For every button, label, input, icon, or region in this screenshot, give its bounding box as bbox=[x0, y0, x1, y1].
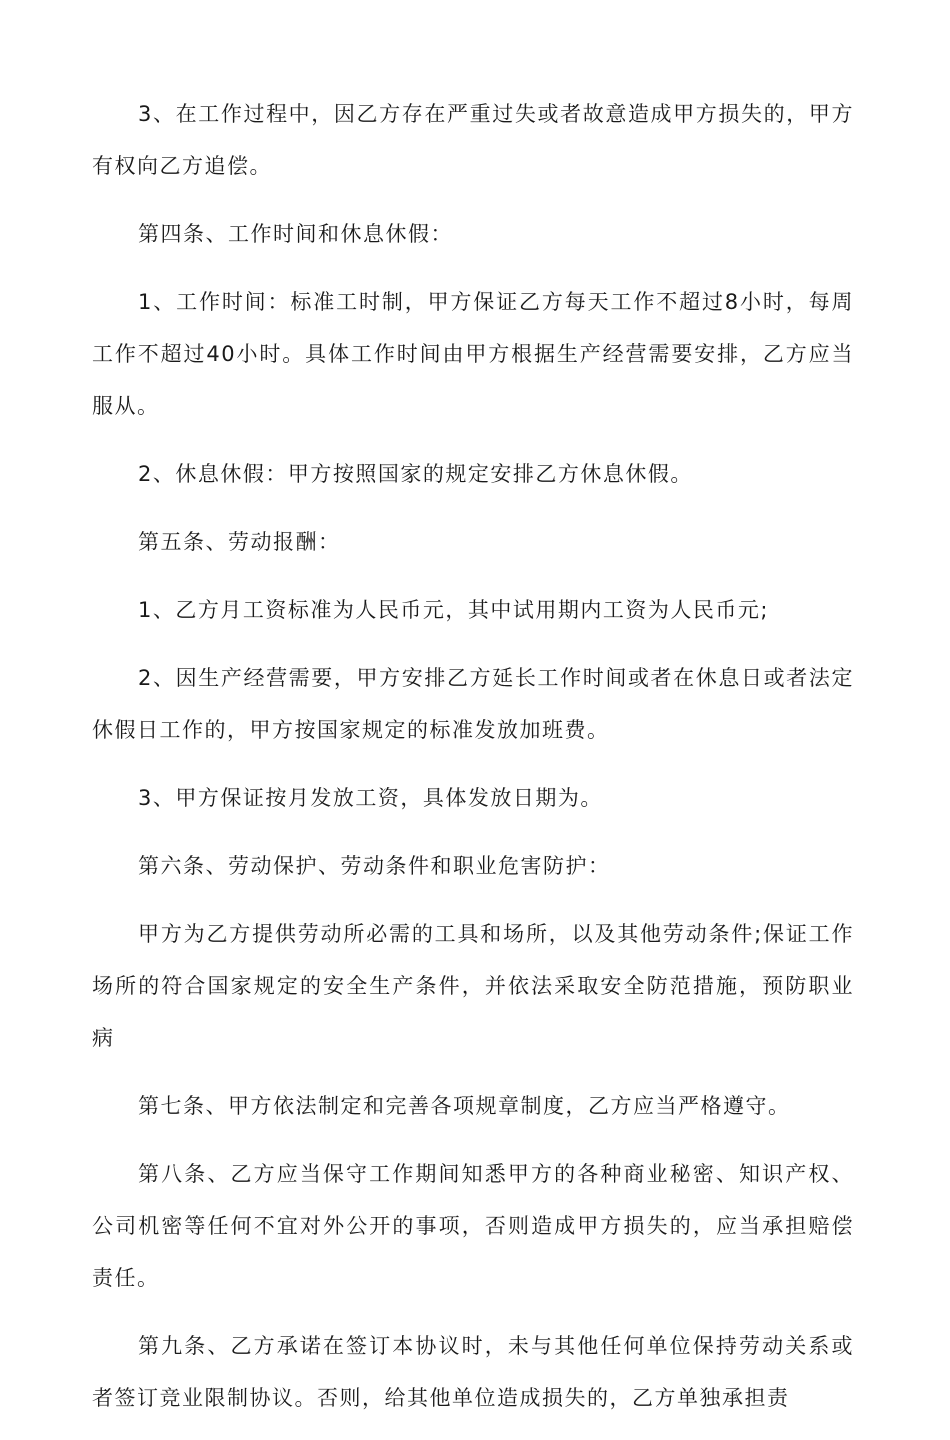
article-4-heading: 第四条、工作时间和休息休假： bbox=[138, 222, 453, 246]
article-8: 第八条、乙方应当保守工作期间知悉甲方的各种商业秘密、知识产权、公司机密等任何不宜对外公开的事项，否则造成甲方损失的，应当承担赔偿责任。 bbox=[92, 1162, 854, 1290]
clause-3-compensation: 3、在工作过程中，因乙方存在严重过失或者故意造成甲方损失的，甲方有权向乙方追偿。 bbox=[92, 102, 854, 178]
article-9: 第九条、乙方承诺在签订本协议时，未与其他任何单位保持劳动关系或者签订竞业限制协议。否则，给其他单位造成损失的，乙方单独承担责 bbox=[92, 1334, 854, 1410]
clause-overtime-pay: 2、因生产经营需要，甲方安排乙方延长工作时间或者在休息日或者法定休假日工作的，甲方按国家规定的标准发放加班费。 bbox=[92, 666, 854, 742]
clause-monthly-salary: 1、乙方月工资标准为人民币元，其中试用期内工资为人民币元; bbox=[138, 598, 769, 622]
article-7: 第七条、甲方依法制定和完善各项规章制度，乙方应当严格遵守。 bbox=[138, 1094, 791, 1118]
article-5-heading: 第五条、劳动报酬： bbox=[138, 530, 341, 554]
clause-labor-protection: 甲方为乙方提供劳动所必需的工具和场所，以及其他劳动条件;保证工作场所的符合国家规定的安全生产条件，并依法采取安全防范措施，预防职业病 bbox=[92, 922, 854, 1050]
article-6-heading: 第六条、劳动保护、劳动条件和职业危害防护： bbox=[138, 854, 611, 878]
clause-pay-date: 3、甲方保证按月发放工资，具体发放日期为。 bbox=[138, 786, 603, 810]
clause-rest-leave: 2、休息休假：甲方按照国家的规定安排乙方休息休假。 bbox=[138, 462, 693, 486]
clause-working-hours: 1、工作时间：标准工时制，甲方保证乙方每天工作不超过8小时，每周工作不超过40小时。具体工作时间由甲方根据生产经营需要安排，乙方应当服从。 bbox=[92, 290, 854, 418]
document-page bbox=[92, 88, 854, 1440]
